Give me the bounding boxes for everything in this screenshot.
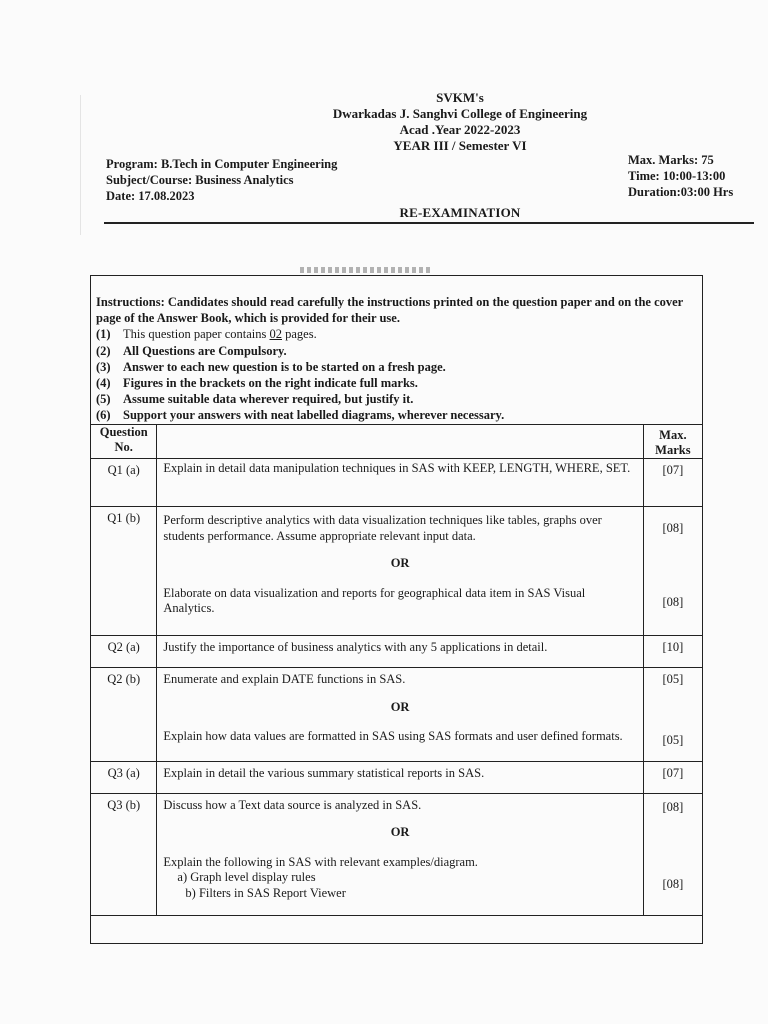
instruction-text-post: pages. — [282, 327, 317, 342]
question-marks: [10] — [643, 636, 702, 668]
max-marks-line: Max. Marks: 75 — [628, 153, 714, 167]
question-text: Explain in detail data manipulation techniques in SAS with KEEP, LENGTH, WHERE, SET. — [157, 459, 643, 507]
instruction-number: (2) — [96, 343, 111, 358]
time-line: Time: 10:00-13:00 — [628, 169, 726, 183]
or-separator: OR — [390, 825, 410, 839]
header-divider — [104, 222, 754, 224]
table-row — [91, 636, 703, 668]
header-left — [106, 156, 337, 204]
table-header-row — [91, 425, 703, 459]
instructions-block — [96, 294, 696, 424]
institute-name: SVKM's — [436, 90, 484, 105]
question-text: Enumerate and explain DATE functions in SAS. — [163, 672, 406, 686]
marks-cell — [643, 668, 702, 762]
question-number: Q2 (a) — [91, 636, 157, 668]
question-marks: [05] — [662, 672, 684, 686]
instruction-number: (5) — [96, 392, 111, 407]
instruction-text-pre: This question paper contains — [123, 327, 270, 342]
question-header-line1: Question — [99, 425, 148, 439]
academic-year: Acad .Year 2022-2023 — [399, 122, 521, 137]
instruction-item — [96, 326, 696, 342]
alternative-marks: [08] — [662, 594, 684, 609]
sub-question-a: a) Graph level display rules — [177, 870, 316, 884]
question-number: Q1 (b) — [91, 507, 157, 636]
instruction-item — [96, 391, 696, 407]
table-row — [91, 793, 703, 916]
instruction-text: All Questions are Compulsory. — [123, 343, 287, 358]
instruction-text: Support your answers with neat labelled diagrams, wherever necessary. — [123, 408, 505, 423]
question-number: Q3 (a) — [91, 761, 157, 793]
question-marks: [08] — [662, 799, 684, 814]
question-text: Explain in detail the various summary statistical reports in SAS. — [157, 761, 643, 793]
question-cell — [157, 793, 643, 916]
instruction-number: (4) — [96, 376, 111, 391]
instruction-number: (6) — [96, 408, 111, 423]
question-text: Perform descriptive analytics with data visualization techniques like tables, graphs over students performance. Assume appropriate relevant input data. — [163, 513, 602, 543]
exam-type-title: RE-EXAMINATION — [399, 205, 521, 220]
instruction-text: Assume suitable data wherever required, but justify it. — [123, 392, 414, 407]
instruction-text: Figures in the brackets on the right indicate full marks. — [123, 376, 418, 391]
marks-header-line2: Marks — [655, 443, 691, 457]
question-cell — [157, 668, 643, 762]
scan-artifact-line — [80, 95, 81, 235]
question-text: Discuss how a Text data source is analyzed in SAS. — [163, 797, 422, 812]
college-name: Dwarkadas J. Sanghvi College of Engineering — [332, 106, 588, 121]
question-number: Q1 (a) — [91, 459, 157, 507]
duration-line: Duration:03:00 Hrs — [628, 185, 734, 199]
subject-line: Subject/Course: Business Analytics — [106, 173, 294, 187]
question-marks: [08] — [662, 521, 684, 535]
question-number-header — [91, 425, 157, 459]
header-center — [260, 90, 660, 154]
instructions-intro: Instructions: Candidates should read carefully the instructions printed on the question paper and on the cover page of the Answer Book, which is provided for their use. — [96, 295, 683, 326]
program-line: Program: B.Tech in Computer Engineering — [106, 157, 338, 171]
question-text-header — [157, 425, 643, 459]
question-text: Justify the importance of business analytics with any 5 applications in detail. — [157, 636, 643, 668]
or-separator: OR — [390, 556, 410, 570]
alternative-marks: [05] — [662, 732, 684, 747]
alternative-question-text: Explain the following in SAS with relevant examples/diagram. — [163, 854, 478, 869]
or-separator: OR — [390, 699, 410, 714]
instruction-item — [96, 375, 696, 391]
marks-cell — [643, 507, 702, 636]
marks-header — [643, 425, 702, 459]
question-header-line2: No. — [114, 440, 133, 454]
question-marks: [07] — [643, 459, 702, 507]
date-line: Date: 17.08.2023 — [106, 189, 195, 203]
header-right — [628, 152, 733, 200]
alternative-marks: [08] — [662, 877, 684, 891]
question-cell — [157, 507, 643, 636]
instruction-item — [96, 343, 696, 359]
instruction-item — [96, 359, 696, 375]
marks-header-line1: Max. — [659, 428, 687, 442]
table-row — [91, 507, 703, 636]
scan-smudge — [300, 267, 430, 273]
instruction-text: Answer to each new question is to be started on a fresh page. — [123, 359, 446, 374]
marks-cell — [643, 793, 702, 916]
year-semester: YEAR III / Semester VI — [393, 138, 527, 153]
question-number: Q3 (b) — [91, 793, 157, 916]
table-row — [91, 668, 703, 762]
table-row — [91, 459, 703, 507]
alternative-question-text: Elaborate on data visualization and reports for geographical data item in SAS Visual Analytics. — [163, 585, 586, 615]
question-number: Q2 (b) — [91, 668, 157, 762]
table-row — [91, 761, 703, 793]
question-marks: [07] — [643, 761, 702, 793]
instruction-item — [96, 407, 696, 423]
page-count: 02 — [269, 327, 282, 342]
instruction-text — [123, 326, 317, 342]
alternative-question-text: Explain how data values are formatted in SAS using SAS formats and user defined formats. — [163, 729, 623, 743]
instruction-number: (3) — [96, 359, 111, 374]
sub-question-b: b) Filters in SAS Report Viewer — [185, 885, 346, 900]
question-table — [90, 424, 703, 916]
instruction-number: (1) — [96, 327, 111, 342]
